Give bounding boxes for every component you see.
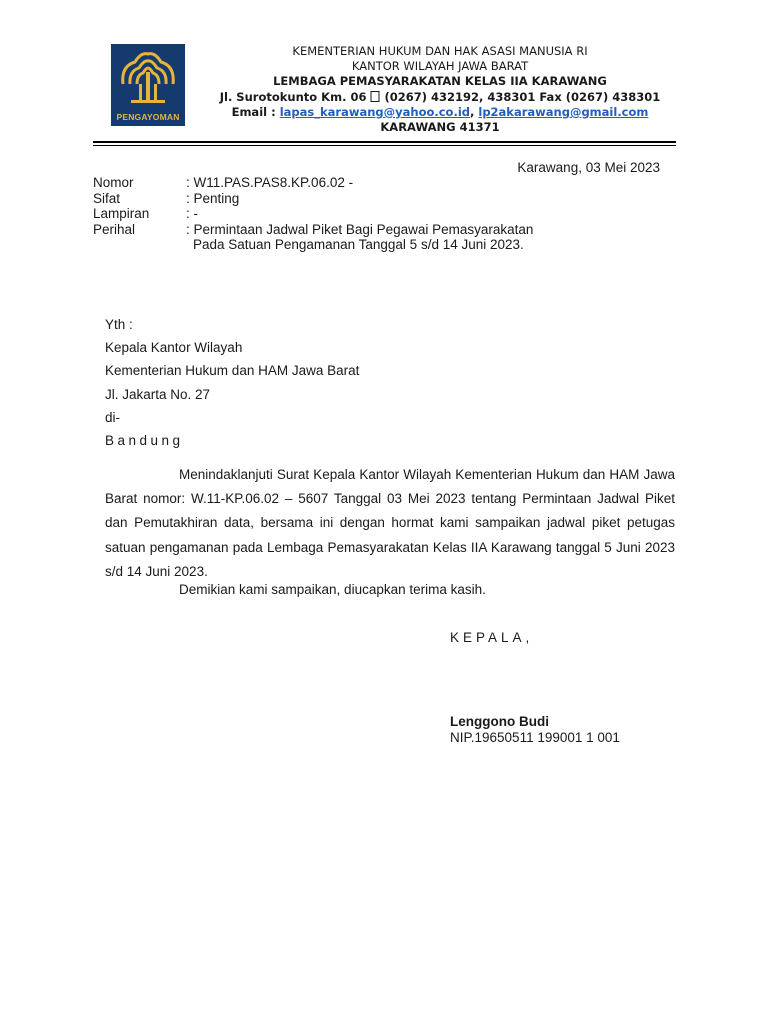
letter-date: Karawang, 03 Mei 2023 xyxy=(517,160,660,175)
institution-name: LEMBAGA PEMASYARAKATAN KELAS IIA KARAWANG xyxy=(273,74,607,89)
email-link-gmail[interactable]: lp2akarawang@gmail.com xyxy=(478,104,649,119)
email-line xyxy=(200,105,680,120)
recipient-city: Bandung xyxy=(105,433,184,449)
regional-office-name: KANTOR WILAYAH JAWA BARAT xyxy=(351,59,529,74)
perihal-value: : Permintaan Jadwal Piket Bagi Pegawai Pemasyarakatan xyxy=(186,221,534,237)
phone-fax: (0267) 432192, 438301 Fax (0267) 438301 xyxy=(380,89,661,104)
lampiran-label: Lampiran xyxy=(93,206,150,221)
letterhead-divider-thick xyxy=(93,141,676,143)
signature-title: KEPALA, xyxy=(450,630,534,645)
recipient-di: di- xyxy=(105,409,121,425)
city-zip: KARAWANG 41371 xyxy=(380,120,500,135)
letterhead-divider-thin xyxy=(93,145,676,146)
email-separator: , xyxy=(470,104,479,119)
nomor-value: : W11.PAS.PAS8.KP.06.02 - xyxy=(186,175,354,190)
sifat-value: : Penting xyxy=(186,190,240,206)
salutation: Yth : xyxy=(105,317,133,332)
signatory-name: Lenggono Budi xyxy=(450,714,549,729)
street-address: Jl. Surotokunto Km. 06 xyxy=(219,89,371,104)
recipient-block xyxy=(105,313,359,452)
sifat-label: Sifat xyxy=(93,190,121,206)
letterhead xyxy=(200,44,680,135)
ministry-name: KEMENTERIAN HUKUM DAN HAK ASASI MANUSIA RI xyxy=(292,44,588,58)
closing-sentence: Demikian kami sampaikan, diucapkan terima kasih. xyxy=(179,582,486,597)
recipient-title: Kepala Kantor Wilayah xyxy=(105,340,243,356)
signatory-nip: NIP.19650511 199001 1 001 xyxy=(450,730,620,745)
lampiran-value: : - xyxy=(186,206,198,221)
phone-icon xyxy=(370,91,380,102)
pengayoman-logo xyxy=(111,44,185,126)
perihal-label: Perihal xyxy=(93,221,136,237)
logo-text: PENGAYOMAN xyxy=(116,112,180,122)
tree-emblem-icon xyxy=(111,44,185,114)
email-label: Email : xyxy=(231,104,280,119)
nomor-label: Nomor xyxy=(93,175,134,190)
body-paragraph: Menindaklanjuti Surat Kepala Kantor Wilayah Kementerian Hukum dan HAM Jawa Barat nomor: W.11-KP.06.02 – 5607 Tanggal 03 Mei 2023 tentang Permintaan Jadwal Piket dan Pemutakhiran data, bersama ini dengan hormat kami sampaikan jadwal piket petugas satuan pengamanan pada Lembaga Pemasyarakatan Kelas IIA Karawang tanggal 5 Juni 2023 s/d 14 Juni 2023. xyxy=(105,467,675,579)
perihal-continuation: Pada Satuan Pengamanan Tanggal 5 s/d 14 Juni 2023. xyxy=(193,237,524,252)
email-link-yahoo[interactable]: lapas_karawang@yahoo.co.id xyxy=(279,104,470,119)
recipient-street: Jl. Jakarta No. 27 xyxy=(105,386,211,402)
address-line xyxy=(200,90,680,105)
recipient-office: Kementerian Hukum dan HAM Jawa Barat xyxy=(105,363,360,379)
